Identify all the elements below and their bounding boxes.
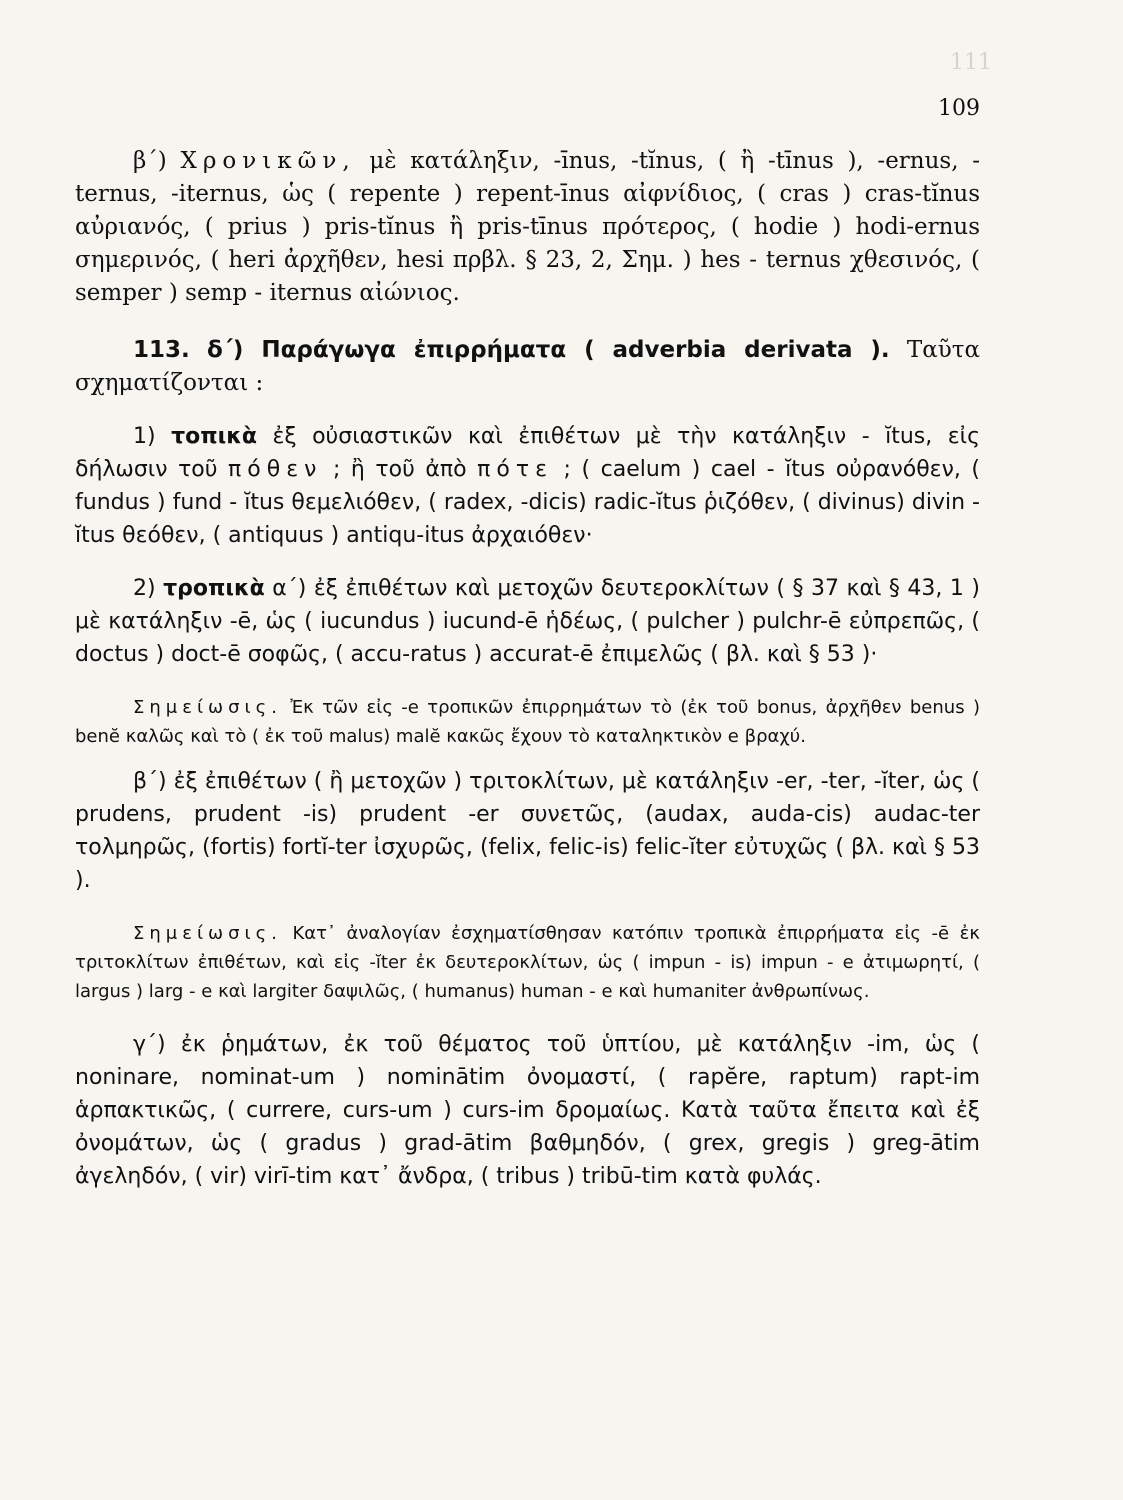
topika-term: τοπικὰ bbox=[171, 424, 257, 449]
paragraph-beta: β΄) ἐξ ἐπιθέτων ( ἢ μετοχῶν ) τριτοκλίτων, μὲ κατάληξιν -er, -ter, -ĭter, ὡς ( prudens, prudent -is) prudent -er συνετῶς, (audax, auda-cis) audac-ter τολμηρῶς, (fortis) fortĭ-ter ἰσχυρῶς, (felix, felic-is) felic-ĭter εὐτυχῶς ( βλ. καὶ § 53 ). bbox=[75, 769, 980, 893]
note-1-label: Σημείωσις. bbox=[133, 697, 282, 718]
page-body bbox=[75, 145, 980, 1193]
note-2-text: Κατ᾽ ἀναλογίαν ἐσχηματίσθησαν κατόπιν τροπικὰ ἐπιρρήματα εἰς -ē ἐκ τριτοκλίτων ἐπιθέτων, καὶ εἰς -ĭter ἐκ δευτεροκλίτων, ὡς ( impun - is) impun - e ἀτιμωρητί, ( largus ) larg - e καὶ largiter δαψιλῶς, ( humanus) human - e καὶ humaniter ἀνθρωπίνως. bbox=[75, 923, 980, 1002]
topika-label: 1) bbox=[133, 424, 156, 449]
section-intro: Ταῦτα σχηματίζονται : bbox=[75, 337, 981, 396]
paragraph-gamma: γ΄) ἐκ ῥημάτων, ἐκ τοῦ θέματος τοῦ ὑπτίου, μὲ κατάληξιν -im, ὡς ( noninare, nominat-um ) nominātim ὀνομαστί, ( rapĕre, raptum) rapt-im ἁρπακτικῶς, ( currere, curs-um ) curs-im δρομαίως. Κατὰ ταῦτα ἔπειτα καὶ ἐξ ὀνομάτων, ὡς ( gradus ) grad-ātim βαθμηδόν, ( grex, gregis ) greg-ātim ἀγεληδόν, ( vir) virī-tim κατ᾽ ἄνδρα, ( tribus ) tribū-tim κατὰ φυλάς. bbox=[75, 1032, 980, 1189]
section-number: 113. bbox=[133, 337, 190, 363]
note-2 bbox=[75, 919, 980, 1006]
section-title: δ΄) Παράγωγα ἐπιρρήματα ( adverbia derivata ). bbox=[206, 337, 890, 363]
chronika-text: μὲ κατάληξιν, -īnus, -tĭnus, ( ἢ -tīnus ), -ernus, -ternus, -iternus, ὡς ( repente ) repent-īnus αἰφνίδιος, ( cras ) cras-tĭnus αὐριανός, ( prius ) pris-tĭnus ἢ pris-tīnus πρότερος, ( hodie ) hodi-ernus σημερινός, ( heri ἀρχῆθεν, hesi πρβλ. § 23, 2, Σημ. ) hes - ternus χθεσινός, ( semper ) semp - iternus αἰώνιος. bbox=[75, 148, 980, 306]
chronika-label: β΄) bbox=[133, 148, 167, 174]
paragraph-topika bbox=[75, 420, 980, 552]
topika-spaced-pote: πότε bbox=[477, 457, 553, 482]
topika-spaced-pothen: πόθεν bbox=[228, 457, 323, 482]
paragraph-tropika bbox=[75, 572, 980, 671]
topika-text-before: ἐξ οὐσιαστικῶν καὶ ἐπιθέτων μὲ τὴν κατάληξιν - ĭtus, εἰς δήλωσιν τοῦ bbox=[75, 424, 980, 482]
section-113-heading bbox=[75, 334, 980, 400]
tropika-term: τροπικὰ bbox=[163, 576, 265, 601]
note-1 bbox=[75, 693, 980, 751]
tropika-label: 2) bbox=[133, 576, 156, 601]
note-1-text: Ἐκ τῶν εἰς -e τροπικῶν ἐπιρρημάτων τὸ (ἐκ τοῦ bonus, ἀρχῆθεν benus ) benĕ καλῶς καὶ τὸ ( ἐκ τοῦ malus) malĕ κακῶς ἔχουν τὸ καταληκτικὸν e βραχύ. bbox=[75, 697, 980, 747]
topika-text-after: ; ( caelum ) cael - ĭtus οὐρανόθεν, ( fundus ) fund - ĭtus θεμελιόθεν, ( radex, -dicis) radic-ĭtus ῥιζόθεν, ( divinus) divin - ĭtus θεόθεν, ( antiquus ) antiqu-itus ἀρχαιόθεν· bbox=[75, 457, 980, 548]
chronika-term: Χρονικῶν, bbox=[180, 148, 356, 174]
page-number: 109 bbox=[938, 96, 980, 121]
note-2-label: Σημείωσις. bbox=[133, 923, 282, 944]
tropika-text: α΄) ἐξ ἐπιθέτων καὶ μετοχῶν δευτεροκλίτων ( § 37 καὶ § 43, 1 ) μὲ κατάληξιν -ē, ὡς ( iucundus ) iucund-ē ἡδέως, ( pulcher ) pulchr-ē εὐπρεπῶς, ( doctus ) doct-ē σοφῶς, ( accu-ratus ) accurat-ē ἐπιμελῶς ( βλ. καὶ § 53 )· bbox=[75, 576, 980, 667]
bleed-through-page-number: 111 bbox=[950, 50, 992, 75]
topika-text-mid: ; ἢ τοῦ ἀπὸ bbox=[332, 457, 467, 482]
paragraph-chronika bbox=[75, 145, 980, 310]
